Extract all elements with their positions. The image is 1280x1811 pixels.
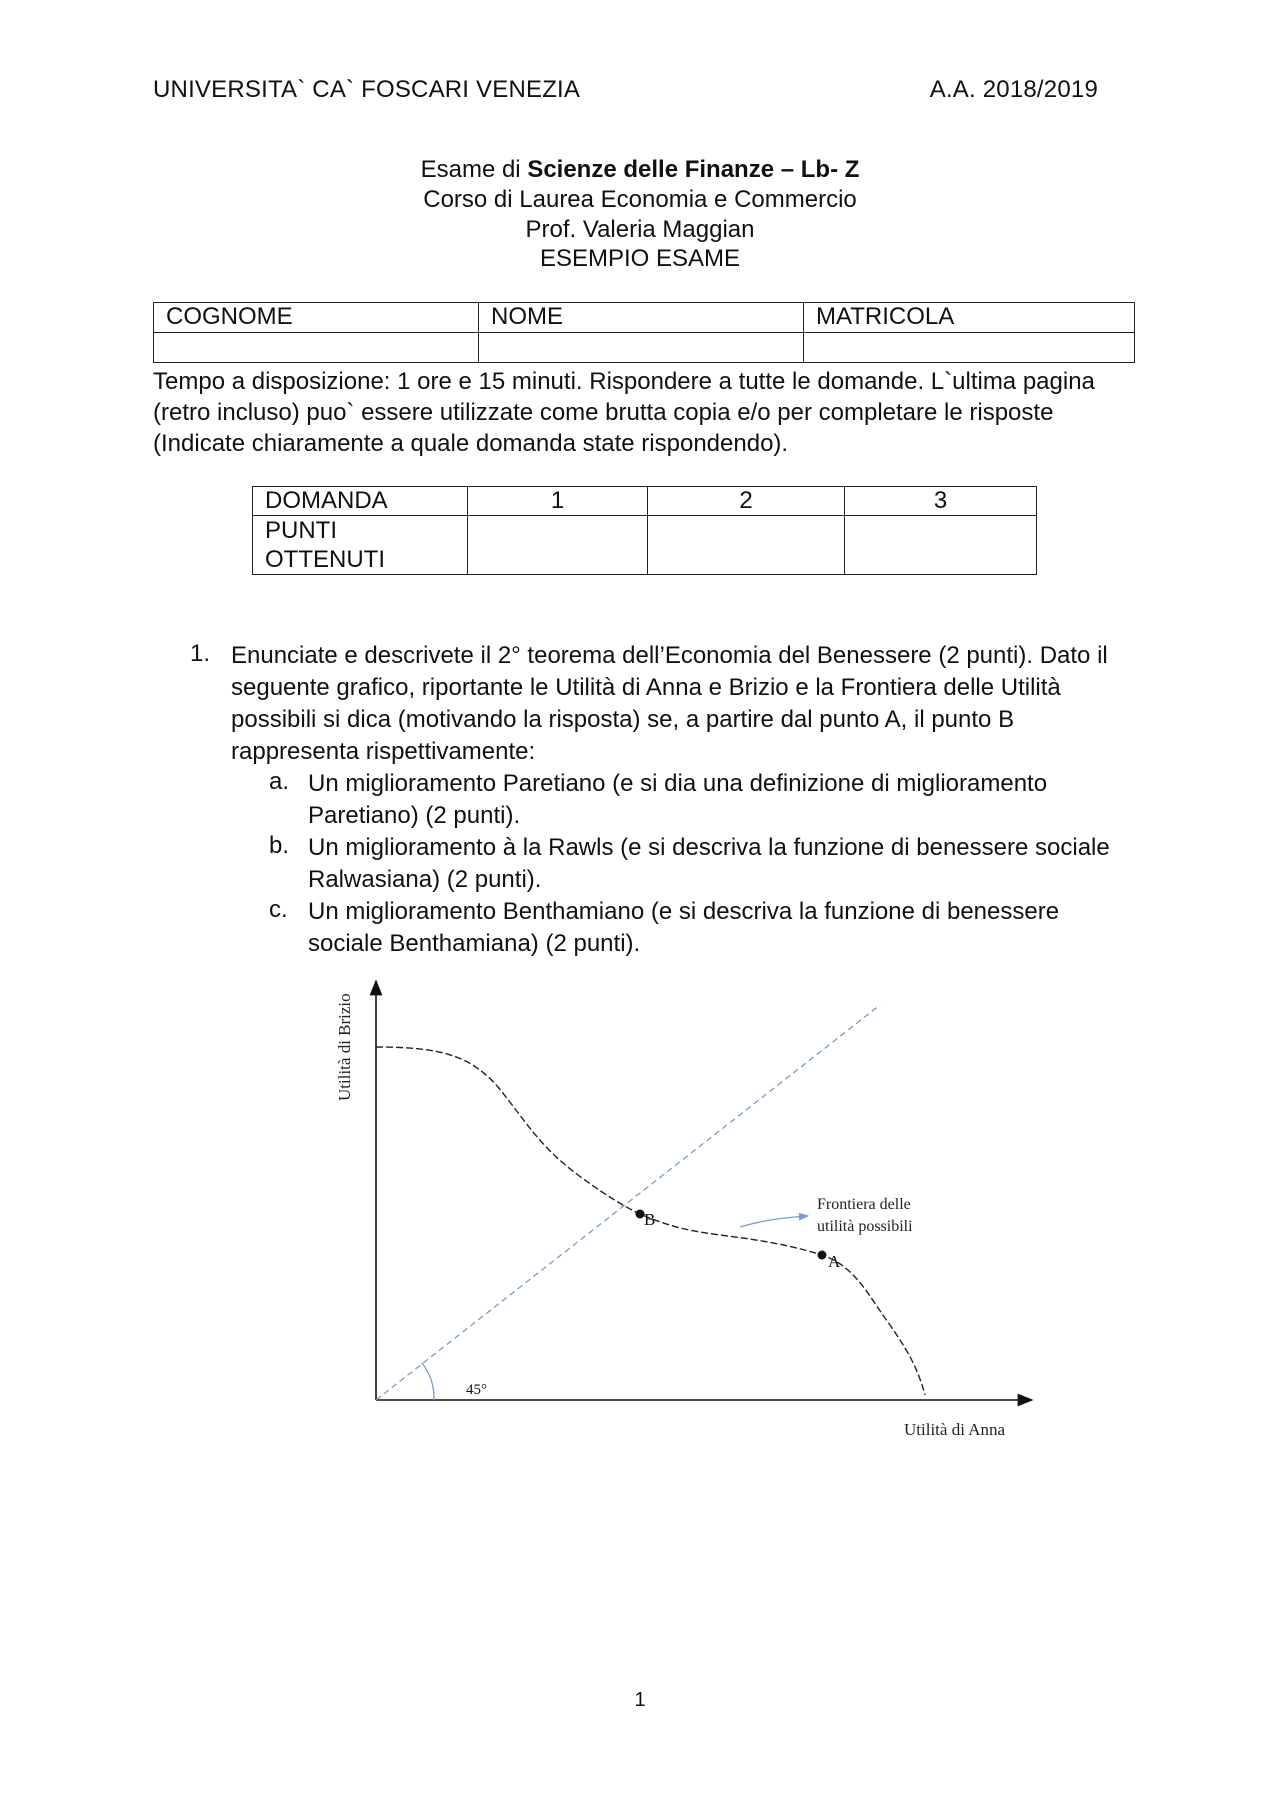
score-row-label-domanda: DOMANDA — [253, 487, 468, 516]
score-cell-2[interactable] — [648, 516, 845, 575]
question-number: 1. — [190, 640, 211, 667]
frontier-label-line2: utilità possibili — [817, 1218, 913, 1235]
exam-subject: Scienze delle Finanze – Lb- Z — [527, 156, 860, 183]
student-info-table — [153, 302, 1135, 363]
score-col-1: 1 — [468, 487, 648, 516]
point-a-marker — [818, 1251, 827, 1260]
diagonal-45-line — [376, 1005, 880, 1400]
y-axis-label: Utilità di Brizio — [335, 993, 354, 1101]
exam-title-prefix: Esame di — [420, 156, 528, 183]
point-a-label: A — [828, 1252, 841, 1271]
course-name: Corso di Laurea Economia e Commercio — [423, 186, 857, 213]
subitem-c-text: Un miglioramento Benthamiano (e si descriva la funzione di benessere sociale Benthamiana) (2 punti). — [308, 898, 1060, 957]
header-matricola: MATRICOLA — [804, 303, 1135, 333]
academic-year: A.A. 2018/2019 — [929, 76, 1098, 103]
score-col-3: 3 — [845, 487, 1037, 516]
subitem-b-letter: b. — [269, 832, 290, 859]
subitem-c-letter: c. — [269, 896, 288, 923]
x-axis-label: Utilità di Anna — [904, 1420, 1006, 1439]
score-cell-1[interactable] — [468, 516, 648, 575]
instructions-text: Tempo a disposizione: 1 ore e 15 minuti. Rispondere a tutte le domande. L`ultima pagina (retro incluso) puo` essere utilizzate come brutta copia e/o per completare le risposte (Indicate chiaramente a quale domanda state rispondendo). — [153, 368, 1095, 457]
subitem-a-text: Un miglioramento Paretiano (e si dia una definizione di miglioramento Paretiano) (2 punti). — [308, 770, 1048, 829]
score-col-2: 2 — [648, 487, 845, 516]
angle-arc — [422, 1363, 434, 1400]
score-table — [252, 486, 1037, 575]
point-b-label: B — [644, 1210, 656, 1229]
subitem-b-text: Un miglioramento à la Rawls (e si descriva la funzione di benessere sociale Ralwasiana) (2 punti). — [308, 834, 1110, 893]
exam-title-line — [0, 155, 1280, 185]
header-nome: NOME — [479, 303, 804, 333]
university-name: UNIVERSITA` CA` FOSCARI VENEZIA — [153, 76, 581, 103]
utility-frontier-chart — [320, 965, 1040, 1445]
subitem-a-letter: a. — [269, 768, 290, 795]
cognome-field[interactable] — [154, 333, 479, 363]
frontier-label-line1: Frontiera delle — [817, 1196, 911, 1213]
matricola-field[interactable] — [804, 333, 1135, 363]
nome-field[interactable] — [479, 333, 804, 363]
page-number: 1 — [634, 1689, 646, 1711]
ottenuti-label: OTTENUTI — [265, 546, 385, 573]
angle-label: 45° — [466, 1382, 487, 1398]
header-cognome: COGNOME — [154, 303, 479, 333]
frontier-label-arrow — [740, 1216, 808, 1227]
professor-name: Prof. Valeria Maggian — [525, 216, 755, 243]
score-row-label-punti — [253, 516, 468, 575]
score-cell-3[interactable] — [845, 516, 1037, 575]
exam-label: ESEMPIO ESAME — [539, 245, 741, 272]
punti-label: PUNTI — [265, 517, 337, 544]
question-text: Enunciate e descrivete il 2° teorema dell’Economia del Benessere (2 punti). Dato il seguente grafico, riportante le Utilità di Anna e Brizio e la Frontiera delle Utilità possibili si dica (motivando la risposta) se, a partire dal punto A, il punto B rappresenta rispettivamente: — [231, 642, 1108, 765]
